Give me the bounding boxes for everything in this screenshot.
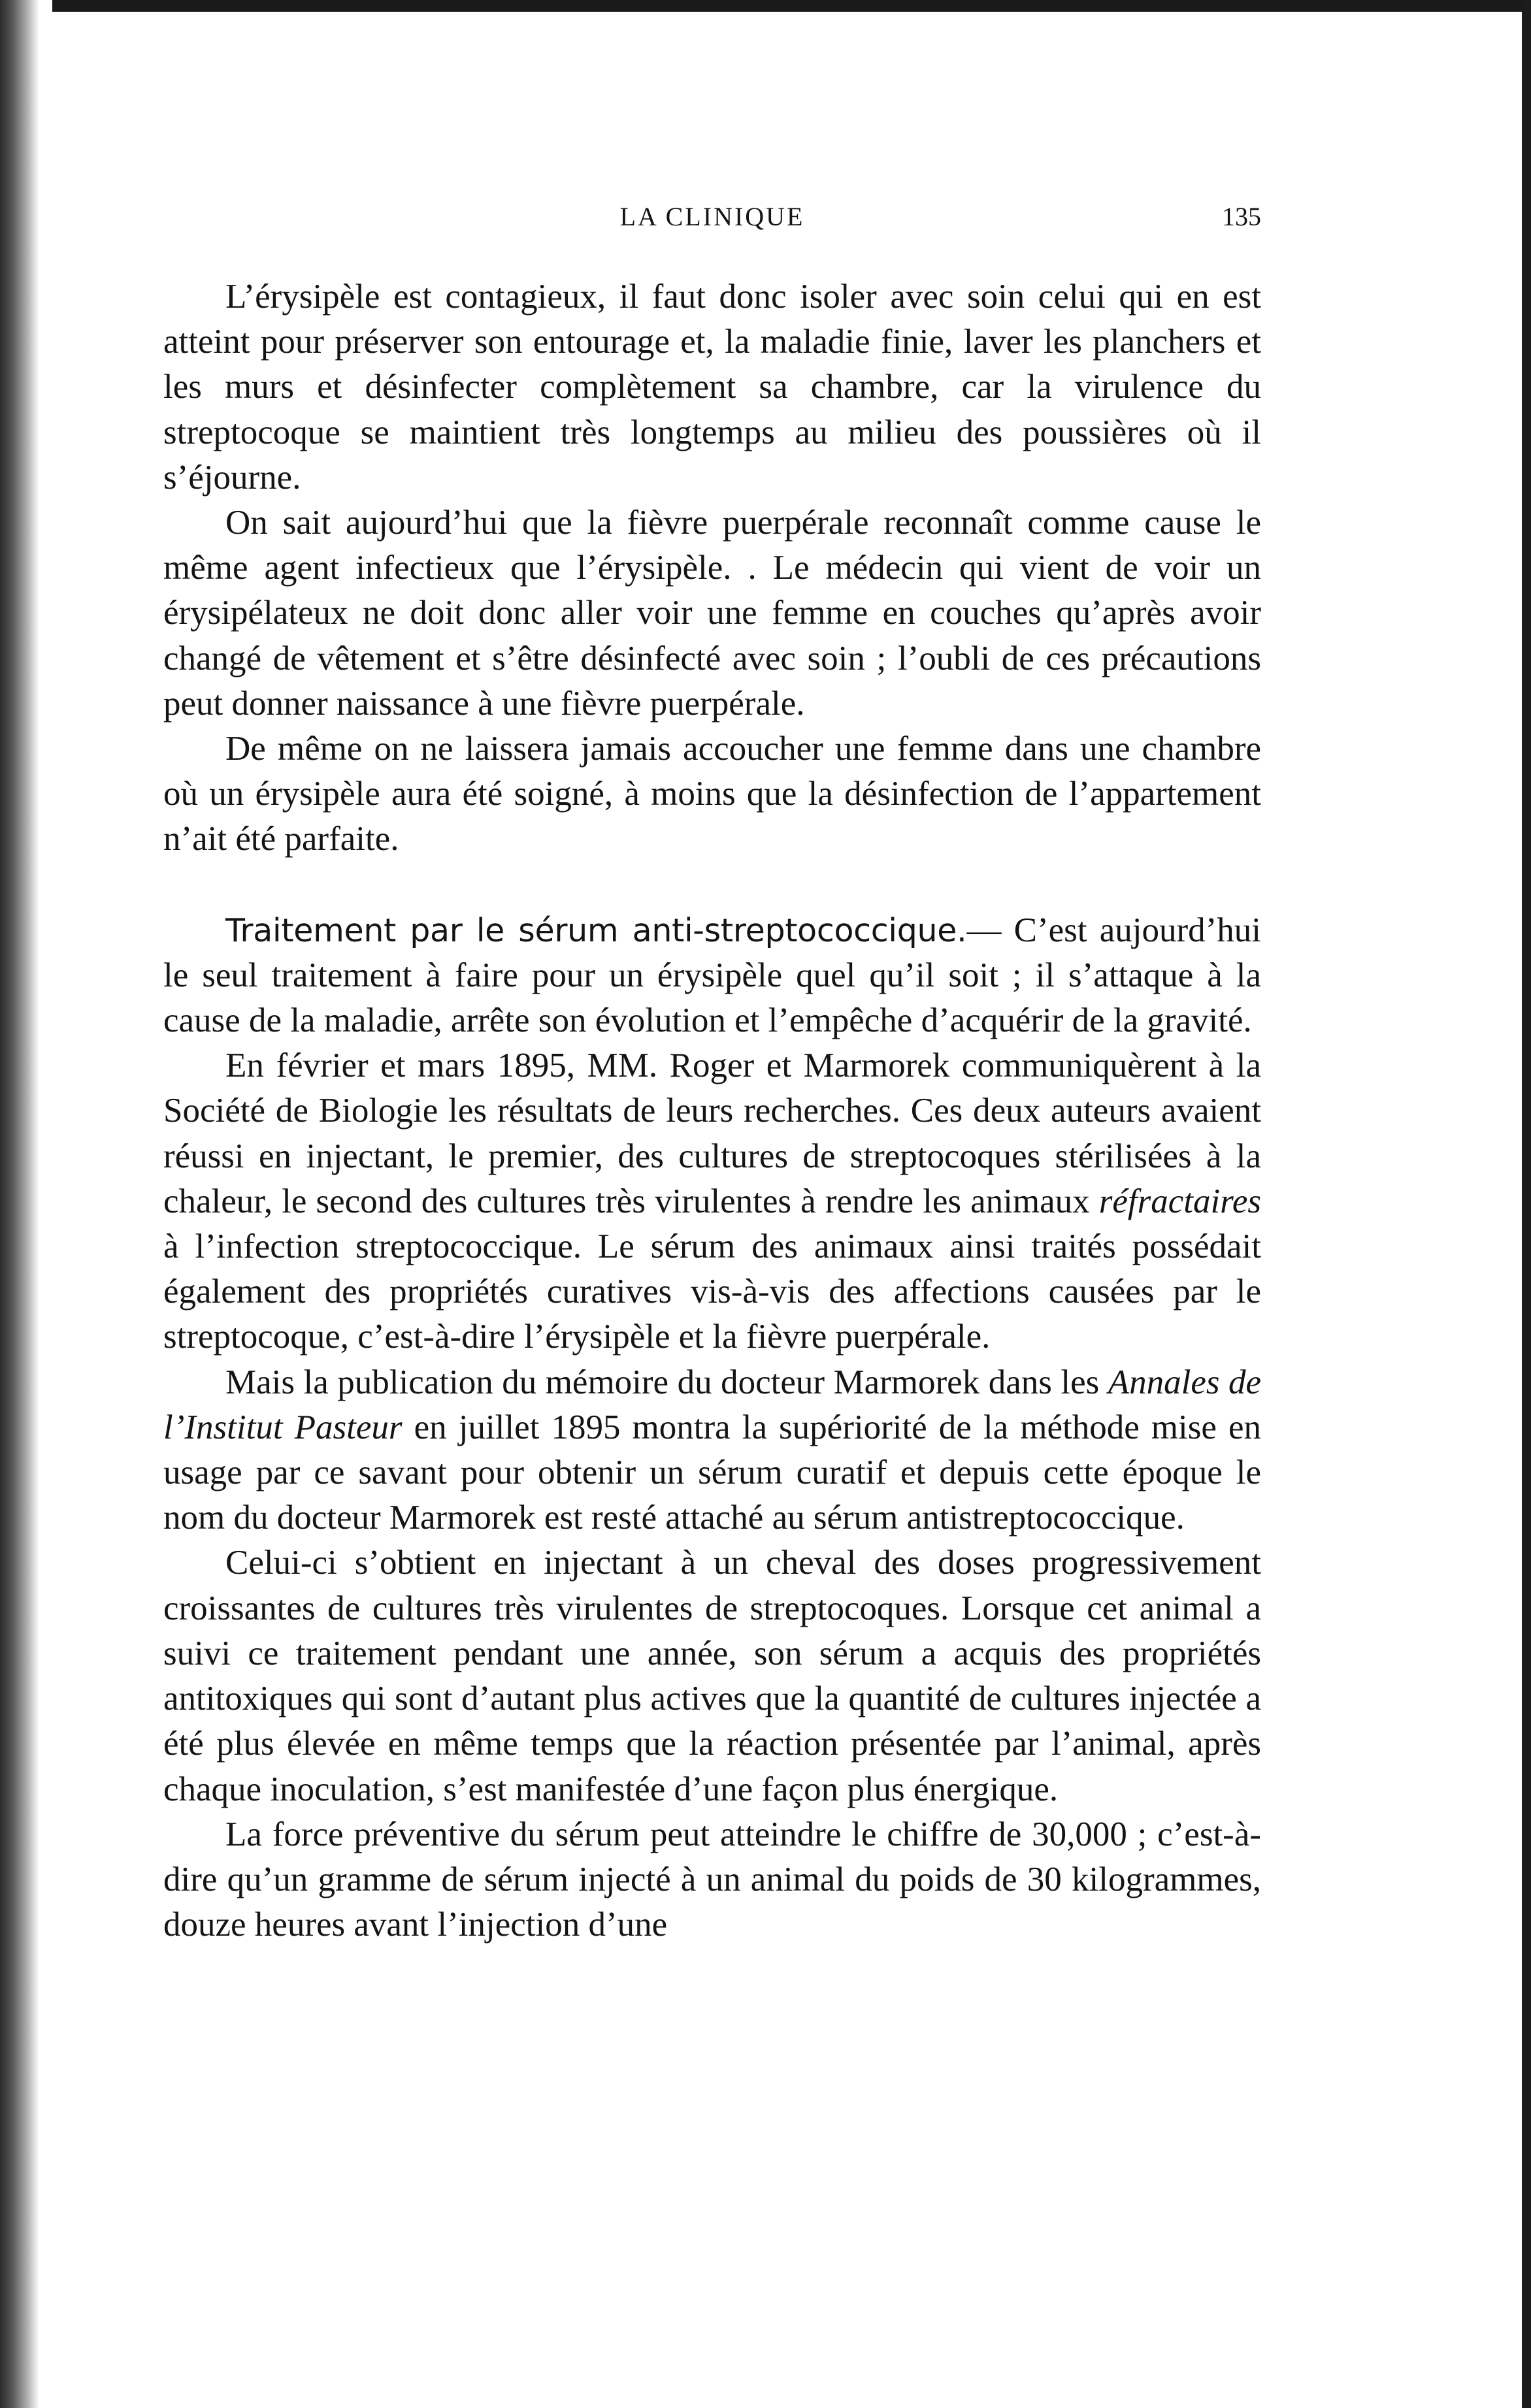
paragraph-childbirth-room: De même on ne laissera jamais accoucher une femme dans une chambre où un érysipèle aura été soigné, à moins que la désinfection de l’appartement n’ait été parfaite. — [163, 730, 1261, 858]
scan-binding-edge — [0, 0, 39, 2408]
paragraph-publication — [163, 1360, 1261, 1541]
paragraph-roger-marmorek — [163, 1043, 1261, 1359]
paragraph-preventive-force: La force préventive du sérum peut atteindre le chiffre de 30,000 ; c’est-à-dire qu’un gramme de sérum injecté à un animal du poids de 30 kilogrammes, douze heures avant l’injection d’une — [163, 1815, 1261, 1944]
paragraph-publication-end: en juillet 1895 montra la supériorité de la méthode mise en usage par ce savant pour obtenir un sérum curatif et depuis cette époque le nom du docteur Marmorek est resté attaché au sérum antistreptococcique. — [163, 1408, 1262, 1537]
paragraph-serum-production: Celui-ci s’obtient en injectant à un cheval des doses progressivement croissantes de cultures très virulentes de streptocoques. Lorsque cet animal a suivi ce traitement pendant une année, son sérum a acquis des propriétés antitoxiques qui sont d’autant plus actives que la quantité de cultures injectée a été plus élevée en même temps que la réaction présentée par l’animal, après chaque inoculation, s’est manifestée d’une façon plus énergique. — [163, 1544, 1261, 1808]
paragraph-roger-marmorek-end: à l’infection streptococcique. Le sérum des animaux ainsi traités possédait également des propriétés curatives vis-à-vis des affections causées par le streptocoque, c’est-à-dire l’érysipèle et la fièvre puerpérale. — [163, 1228, 1261, 1356]
scan-right-edge — [1522, 0, 1531, 2408]
paragraph-contagion: L’érysipèle est contagieux, il faut donc isoler avec soin celui qui en est atteint pour préserver son entourage et, la maladie finie, laver les planchers et les murs et désinfecter complètement sa chambre, car la virulence du streptocoque se maintient très longtemps au milieu des poussières où il s’éjourne. — [163, 278, 1261, 496]
paragraph-serum-treatment — [163, 908, 1261, 1044]
page-number: 135 — [1222, 202, 1261, 231]
body-text — [163, 274, 1261, 1947]
paragraph-puerperal-fever: On sait aujourd’hui que la fièvre puerpérale reconnaît comme cause le même agent infectieux que l’érysipèle. . Le médecin qui vient de voir un érysipélateux ne doit donc aller voir une femme en couches qu’après avoir changé de vêtement et s’être désinfecté avec soin ; l’oubli de ces précautions peut donner naissance à une fièvre puerpérale. — [163, 504, 1261, 723]
running-title: LA CLINIQUE — [619, 202, 805, 231]
scan-top-edge — [52, 0, 1531, 12]
italic-term: réfractaires — [1098, 1182, 1261, 1220]
paragraph-roger-marmorek-text: En février et mars 1895, MM. Roger et Marmorek communiquèrent à la Société de Biologie les résultats de leurs recherches. Ces deux auteurs avaient réussi en injectant, le premier, des cultures de streptocoques stérilisées à la chaleur, le second des cultures très virulentes à rendre les animaux — [163, 1047, 1261, 1220]
section-heading: Traitement par le sérum anti-streptococcique. — [225, 911, 967, 949]
journal-title: Annales de l’Institut Pasteur — [163, 1363, 1261, 1446]
paragraph-serum-treatment-text: — C’est aujourd’hui le seul traitement à faire pour un érysipèle quel qu’il soit ; il s’attaque à la cause de la maladie, arrête son évolution et l’empêche d’acquérir de la gravité. — [163, 911, 1261, 1040]
section-gap — [163, 862, 1261, 908]
page-header — [163, 196, 1261, 248]
paragraph-publication-start: Mais la publication du mémoire du docteur Marmorek dans les — [225, 1363, 1100, 1401]
